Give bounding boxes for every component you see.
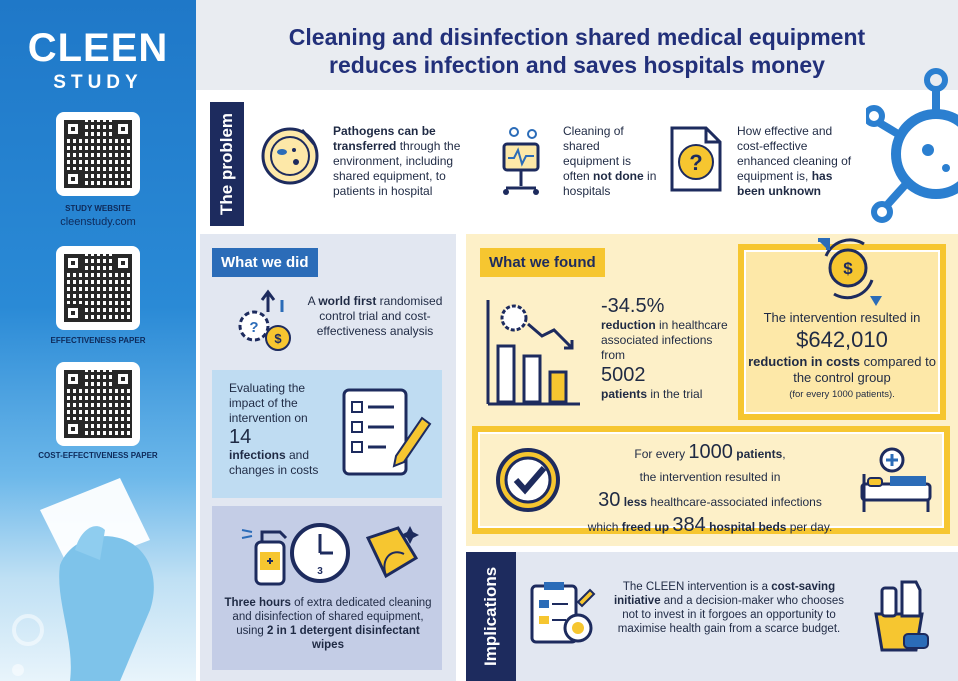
cost-effectiveness-paper-label: COST-EFFECTIVENESS PAPER xyxy=(38,451,158,460)
effectiveness-paper-label: EFFECTIVENESS PAPER xyxy=(50,336,146,345)
document-question-icon xyxy=(666,124,726,194)
did-trial-text: A world first randomised control trial and cost-effectiveness analysis xyxy=(307,294,443,338)
implications-label: Implications xyxy=(481,566,500,667)
cost-reduction-amount: $642,010 xyxy=(796,327,888,352)
cleaning-hours-text: Three hours of extra dedicated cleaning and disinfection of shared equipment, using 2 in 1 detergent disinfectant wipes xyxy=(224,597,432,651)
declining-bar-chart-icon xyxy=(484,296,584,408)
checkmark-circle-icon xyxy=(494,446,562,514)
qr-cost-effectiveness-paper[interactable] xyxy=(56,362,140,446)
title-line-1: Cleaning and disinfection shared medical equipment xyxy=(288,24,866,50)
infections-count: 14 xyxy=(229,426,252,448)
title-line-2: reduces infection and saves hospitals money xyxy=(329,51,825,78)
cost-reduction-text: The intervention resulted in $642,010 reduction in costs compared to the control group (for every 1000 patients). xyxy=(748,310,936,400)
qr-effectiveness-paper[interactable] xyxy=(56,246,140,330)
reduction-stats: -34.5% reduction in healthcare associated infections from 5002 patients in the trial xyxy=(601,294,731,402)
what-we-found-label: What we found xyxy=(480,248,605,277)
wipe-cloth-icon xyxy=(358,518,424,588)
checklist-pencil-icon xyxy=(338,384,434,480)
page-title xyxy=(196,24,958,79)
problem-item-unknown: How effective and cost-effective enhanced cleaning of equipment is, has been unknown xyxy=(737,124,852,198)
svg-text:3: 3 xyxy=(317,566,323,577)
medical-equipment-icon xyxy=(490,124,550,196)
sidebar xyxy=(0,0,196,681)
logo-cleen: CLEEN xyxy=(27,26,169,70)
study-website-url[interactable]: cleenstudy.com xyxy=(60,216,136,228)
virus-icon xyxy=(866,64,958,228)
study-website-label: STUDY WEBSITE xyxy=(65,204,131,213)
what-we-did-label: What we did xyxy=(212,248,318,277)
evaluation-text: Evaluating the impact of the intervention on 14 infections and changes in costs xyxy=(229,381,329,478)
hospital-beds-text: For every 1000 patients, the intervention resulted in 30 less healthcare-associated infections which freed up 384 hospital beds per day. xyxy=(587,441,833,536)
problem-label: The problem xyxy=(217,113,236,216)
logo-study: STUDY xyxy=(53,72,143,93)
svg-text:?: ? xyxy=(689,150,703,175)
svg-text:$: $ xyxy=(274,331,282,346)
problem-band xyxy=(210,102,244,226)
cleaning-supplies-icon xyxy=(868,578,932,654)
dollar-cycle-icon xyxy=(814,236,886,308)
svg-text:?: ? xyxy=(249,319,259,336)
hospital-bed-icon xyxy=(858,446,934,518)
petri-dish-icon xyxy=(258,122,322,186)
implications-text: The CLEEN intervention is a cost-saving initiative and a decision-maker who chooses not to invest in it forgoes an opportunity to maximise health gain from a scarce budget. xyxy=(613,581,845,635)
trial-patients-count: 5002 xyxy=(601,364,646,386)
clock-icon xyxy=(289,522,351,584)
problem-item-not-cleaned: Cleaning of shared equipment is often not done in hospitals xyxy=(563,124,657,198)
clipboard-target-icon xyxy=(526,578,598,648)
problem-item-pathogens: Pathogens can be transferred through the environment, including shared equipment, to patients in hospital xyxy=(333,124,461,198)
qr-study-website[interactable] xyxy=(56,112,140,196)
gears-dollar-icon xyxy=(232,288,298,354)
implications-band xyxy=(466,552,516,681)
svg-text:$: $ xyxy=(843,259,853,278)
reduction-percent: -34.5% xyxy=(601,295,665,317)
gloved-hand-wipe-icon xyxy=(0,470,196,681)
